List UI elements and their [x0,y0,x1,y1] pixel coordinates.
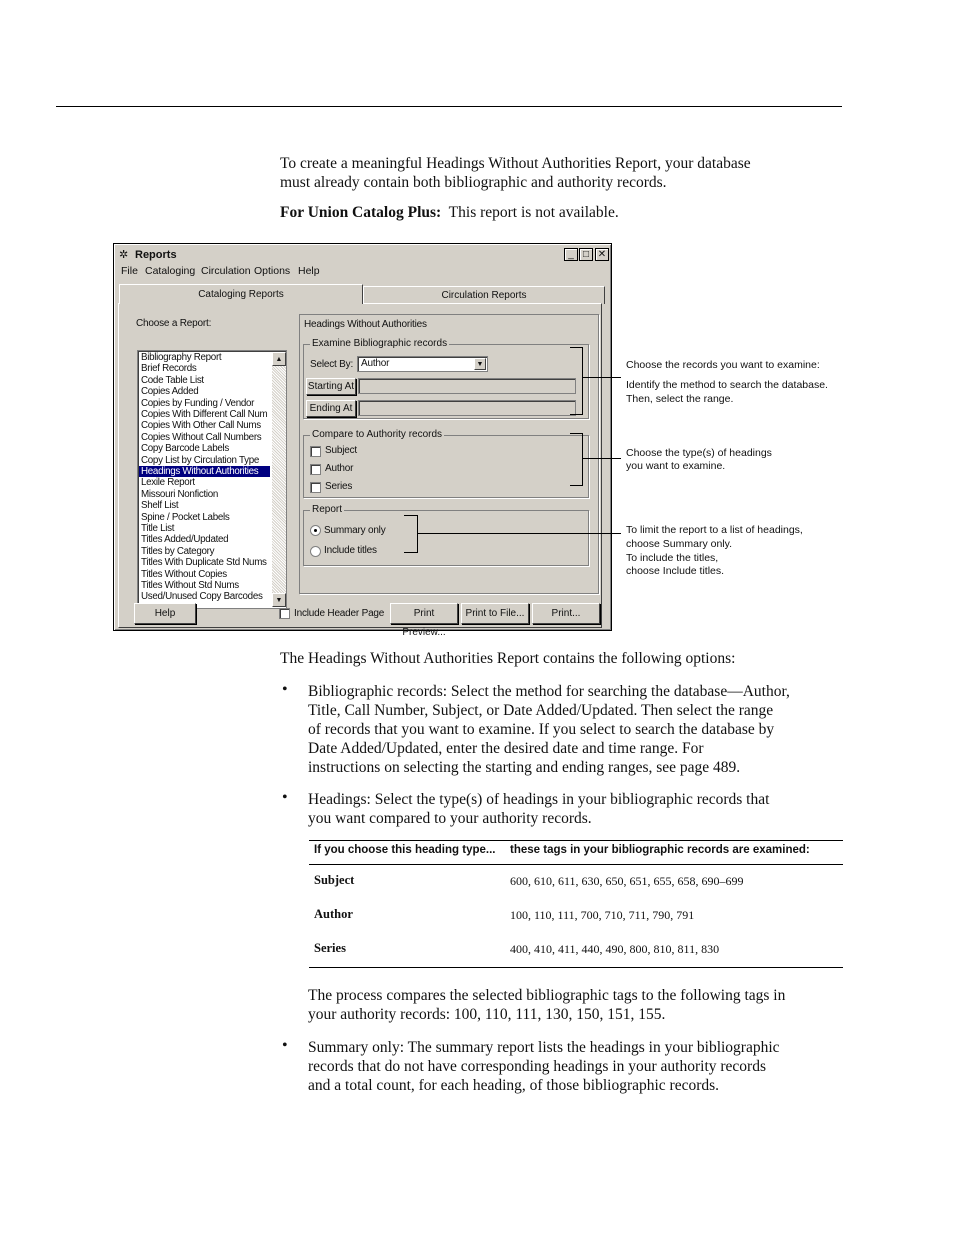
choose-label: Choose a Report: [136,318,212,329]
starting-at-button[interactable]: Starting At [306,378,356,395]
report-list[interactable] [137,350,287,609]
report-group [303,504,589,566]
print-button[interactable]: Print... [532,603,600,624]
minimize-button[interactable]: _ [564,248,578,261]
callout-line-1 [583,377,621,378]
callout-3-line-4: choose Include titles. [626,565,725,577]
report-list-item[interactable]: Code Table List [141,374,204,386]
bullet-2-glyph: • [282,789,288,806]
union-label: For Union Catalog Plus: [280,204,442,221]
series-label: Series [325,481,353,492]
author-checkbox[interactable] [310,464,321,475]
subject-checkbox[interactable] [310,446,321,457]
include-titles-label: Include titles [324,545,377,556]
report-list-item[interactable]: Copy Barcode Labels [141,443,229,455]
callout-2-line-1: Choose the type(s) of headings [626,447,772,459]
callout-1-line-2: Identify the method to search the database. [626,379,828,391]
table-header-type: If you choose this heading type... [314,844,496,856]
report-list-scrollbar[interactable] [272,352,286,607]
header-rule [56,106,842,107]
report-list-item[interactable]: Titles Added/Updated [141,534,229,546]
bullet-1-line: instructions on selecting the starting and ending ranges, see page 489. [308,759,741,776]
tab-panel [118,303,602,638]
process-line: The process compares the selected bibliographic tags to the following tags in [308,987,786,1004]
report-list-item[interactable]: Copies Added [141,386,199,398]
report-group-label: Report [312,504,343,515]
report-list-item[interactable]: Brief Records [141,363,197,375]
tab-cataloging-reports[interactable]: Cataloging Reports [119,284,363,304]
report-list-item[interactable]: Titles Without Std Nums [141,580,239,591]
report-list-item[interactable]: Copies by Funding / Vendor [141,397,255,409]
bullet-1-line: Title, Call Number, Subject, or Date Added/Updated. Then select the range [308,702,774,719]
scroll-up-icon[interactable]: ▲ [272,352,286,366]
series-checkbox[interactable] [310,482,321,493]
table-top-rule [309,840,843,841]
table-header-tags: these tags in your bibliographic records are examined: [510,844,810,856]
close-button[interactable]: ✕ [595,248,609,261]
intro-line-2: must already contain both bibliographic and authority records. [280,174,667,191]
report-list-item[interactable]: Copies Without Call Numbers [141,431,262,443]
table-bottom-rule [309,967,843,968]
report-list-item[interactable]: Used/Unused Copy Barcodes [141,591,263,603]
bullet-1 [308,682,790,777]
intro-line-1: To create a meaningful Headings Without Authorities Report, your database [280,155,751,172]
examine-group-label: Examine Bibliographic records [312,338,448,349]
ending-at-field[interactable] [358,400,576,416]
bullet-2-line: you want compared to your authority records. [308,810,592,827]
tab-circulation-reports[interactable]: Circulation Reports [363,286,605,304]
bullet-1-glyph: • [282,681,288,698]
window-title: Reports [135,249,177,261]
report-list-item[interactable]: Titles With Duplicate Std Nums [141,557,267,569]
report-list-item[interactable]: Title List [141,523,175,534]
app-icon: ✲ [119,249,129,261]
report-list-item[interactable]: Lexile Report [141,477,195,489]
table-row-subject-tags: 600, 610, 611, 630, 650, 651, 655, 658, 690–699 [510,874,744,888]
report-list-item[interactable]: Headings Without Authorities [139,466,270,477]
table-row-author-type: Author [314,907,353,921]
callout-3-line-2: choose Summary only. [626,538,733,550]
bullet-2 [308,790,769,828]
bullet-1-line: Bibliographic records: Select the method for searching the database—Author, [308,683,790,700]
table-header-rule [309,864,843,865]
callout-line-2 [583,458,621,459]
help-button[interactable]: Help [134,603,196,624]
bullet-3-line: records that do not have corresponding headings in your authority records [308,1058,766,1075]
tab-area [118,284,607,638]
menu-file[interactable]: File [121,265,138,277]
bullet-3-line: Summary only: The summary report lists the headings in your bibliographic [308,1039,780,1056]
callout-bracket-2 [570,433,583,486]
compare-group [303,429,589,498]
callout-bracket-1 [570,347,583,415]
bullet-2-line: Headings: Select the type(s) of headings in your bibliographic records that [308,791,770,808]
include-titles-radio[interactable] [310,546,321,557]
ending-at-button[interactable]: Ending At [306,400,356,417]
process-paragraph [308,986,785,1024]
summary-only-radio[interactable] [310,525,321,536]
author-label: Author [325,463,354,474]
callout-1-line-3: Then, select the range. [626,393,734,405]
menu-cataloging[interactable]: Cataloging [145,265,196,277]
summary-only-label: Summary only [324,525,386,536]
table-row-series-tags: 400, 410, 411, 440, 490, 800, 810, 811, 830 [510,942,720,956]
table-row-series-type: Series [314,941,346,955]
callout-3-line-1: To limit the report to a list of headings, [626,524,803,536]
callout-2-line-2: you want to examine. [626,460,726,472]
scroll-down-icon[interactable]: ▼ [272,593,286,607]
callout-line-3 [418,533,621,534]
report-list-item[interactable]: Titles by Category [141,545,215,557]
callout-3-line-3: To include the titles, [626,552,719,564]
bullet-1-line: of records that you want to examine. If you select to search the database by [308,721,775,738]
menu-help[interactable]: Help [298,265,320,277]
report-list-item[interactable]: Titles Without Copies [141,568,227,580]
select-by-dropdown[interactable] [357,356,488,372]
callout-1-line-1: Choose the records you want to examine: [626,359,820,371]
title-bar [117,247,608,263]
union-note [280,203,619,222]
bullet-1-line: Date Added/Updated, enter the desired date and time range. For [308,740,704,757]
union-text: This report is not available. [448,204,619,221]
report-list-item[interactable]: Copies With Other Call Nums [141,420,261,432]
report-list-item[interactable]: Shelf List [141,500,179,512]
report-list-item[interactable]: Copies With Different Call Num [141,409,268,420]
report-list-item[interactable]: Missouri Nonfiction [141,488,219,500]
options-intro: The Headings Without Authorities Report contains the following options: [280,650,736,667]
bullet-3-line: and a total count, for each heading, of those bibliographic records. [308,1077,720,1094]
subject-label: Subject [325,445,357,456]
chevron-down-icon[interactable]: ▼ [474,358,486,370]
starting-at-field[interactable] [358,378,576,394]
table-row-subject-type: Subject [314,873,355,887]
include-header-label: Include Header Page [294,608,385,619]
examine-group [303,338,589,419]
menu-circulation[interactable]: Circulation [201,265,251,277]
table-row-author-tags: 100, 110, 111, 700, 710, 711, 790, 791 [510,908,695,922]
callout-bracket-3 [404,515,418,553]
process-line: your authority records: 100, 110, 111, 130, 150, 151, 155. [308,1006,666,1023]
compare-group-label: Compare to Authority records [312,429,443,440]
report-list-item[interactable]: Spine / Pocket Labels [141,511,230,523]
reports-window [113,243,612,638]
maximize-button[interactable]: □ [579,248,593,261]
panel-title: Headings Without Authorities [304,319,427,330]
bullet-3 [308,1038,780,1095]
select-by-value: Author [361,358,390,369]
report-list-item[interactable]: Copy List by Circulation Type [141,454,259,466]
select-by-label: Select By: [310,359,354,370]
print-preview-button[interactable]: Print Preview... [390,603,458,624]
menu-options[interactable]: Options [254,265,291,277]
print-to-file-button[interactable]: Print to File... [461,603,529,624]
report-list-item[interactable]: Bibliography Report [141,352,222,363]
bullet-3-glyph: • [282,1037,288,1054]
include-header-checkbox[interactable] [279,608,290,619]
